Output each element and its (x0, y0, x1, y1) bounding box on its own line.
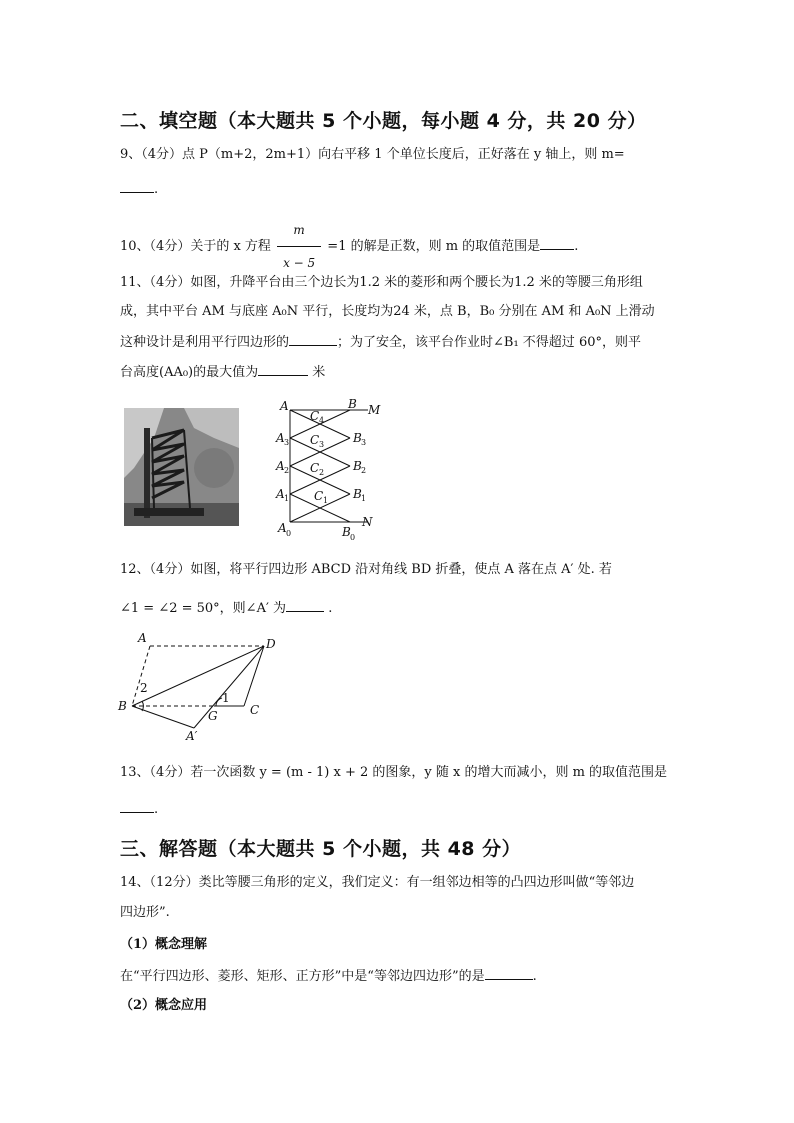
label-B0-sub: 0 (350, 533, 356, 542)
label-A0: A (278, 521, 287, 535)
fraction-numerator: m (277, 214, 321, 247)
label-angle-2: 2 (140, 681, 148, 695)
label-C2: C (310, 461, 320, 475)
answer-blank (120, 800, 154, 813)
lift-platform-photo (124, 408, 239, 526)
question-11-line-3 (120, 333, 641, 351)
question-11-line-4a: 台高度(AA₀)的最大值为 (120, 365, 259, 380)
label-B1-sub: 1 (361, 494, 367, 503)
question-14-part-1-question (120, 967, 537, 985)
label-A2-sub: 2 (284, 466, 290, 475)
question-14-line-1: 14、（12分）类比等腰三角形的定义，我们定义：有一组邻边相等的凸四边形叫做“等邻边 (120, 875, 635, 890)
label-C: C (250, 703, 260, 717)
question-14-part-2-heading: （2）概念应用 (120, 998, 208, 1013)
label-G: G (208, 709, 218, 723)
question-14-part-1-heading: （1）概念理解 (120, 937, 208, 952)
section-title-fill-in: 二、填空题（本大题共 5 个小题，每小题 4 分，共 20 分） (120, 110, 647, 132)
label-A-prime: A′ (186, 729, 198, 743)
question-11-line-2: 成，其中平台 AM 与底座 A₀N 平行，长度均为24 米，点 B，B₀ 分别在 AM 和 A₀N 上滑动 (120, 304, 655, 319)
parallelogram-fold-diagram (114, 628, 294, 744)
fold-diagram-lines (132, 646, 264, 728)
label-C1: C (314, 489, 324, 503)
label-B1: B (353, 487, 362, 501)
label-B: B (348, 398, 357, 411)
label-B: B (118, 699, 127, 713)
answer-blank (286, 599, 324, 612)
label-B3: B (353, 431, 362, 445)
question-11-line-4 (120, 363, 325, 381)
label-B2: B (353, 459, 362, 473)
lift-platform-photo-drawing (124, 408, 239, 526)
question-10-suffix: =1 的解是正数，则 m 的取值范围是 (327, 239, 541, 254)
question-12-line-1: 12、（4分）如图，将平行四边形 ABCD 沿对角线 BD 折叠，使点 A 落在点 A′ 处. 若 (120, 562, 612, 577)
question-10-prefix: 10、（4分）关于的 x 方程 (120, 239, 271, 254)
label-angle-1: 1 (222, 691, 230, 705)
label-A1-sub: 1 (284, 494, 290, 503)
period: . (532, 969, 537, 984)
question-11-line-3b: ；为了安全，该平台作业时∠B₁ 不得超过 60°，则平 (337, 335, 641, 350)
answer-blank (120, 180, 154, 193)
question-14-line-2: 四边形”. (120, 905, 170, 920)
label-A: A (280, 399, 289, 413)
fraction (277, 214, 321, 279)
label-C4-sub: 4 (319, 416, 325, 425)
label-A0-sub: 0 (286, 529, 292, 538)
label-N: N (362, 515, 373, 529)
answer-blank (485, 967, 533, 980)
question-11-line-3a: 这种设计是利用平行四边形的 (120, 335, 290, 350)
label-M: M (368, 403, 381, 417)
label-C3: C (310, 433, 320, 447)
label-B0: B (342, 525, 351, 539)
label-A1: A (276, 487, 285, 501)
label-B2-sub: 2 (361, 466, 367, 475)
fraction-denominator: x − 5 (283, 256, 316, 270)
question-12-line-2 (120, 599, 332, 617)
label-C4: C (310, 409, 320, 423)
answer-blank (540, 237, 574, 250)
question-9-answer-line (120, 180, 158, 198)
question-9-text: 9、（4分）点 P（m+2，2m+1）向右平移 1 个单位长度后，正好落在 y 轴上，则 m= (120, 147, 625, 162)
period: . (154, 802, 159, 817)
section-title-solutions: 三、解答题（本大题共 5 个小题，共 48 分） (120, 838, 522, 860)
label-A2: A (276, 459, 285, 473)
question-12-line-2a: ∠1 = ∠2 = 50°，则∠A′ 为 (120, 601, 287, 616)
answer-blank (289, 333, 337, 346)
label-C3-sub: 3 (319, 440, 325, 449)
question-14-part-1-text: 在“平行四边形、菱形、矩形、正方形”中是“等邻边四边形”的是 (120, 969, 485, 984)
label-A: A (138, 631, 147, 645)
label-D: D (266, 637, 276, 651)
label-C1-sub: 1 (323, 496, 329, 505)
label-B3-sub: 3 (361, 438, 367, 447)
label-C2-sub: 2 (319, 468, 325, 477)
period: . (154, 182, 159, 197)
question-11-line-1: 11、（4分）如图，升降平台由三个边长为1.2 米的菱形和两个腰长为1.2 米的等腰三角形组 (120, 275, 643, 290)
question-10-text (120, 214, 578, 279)
unit-meter: 米 (312, 365, 326, 380)
label-A3: A (276, 431, 285, 445)
period: . (574, 239, 579, 254)
label-A3-sub: 3 (284, 438, 290, 447)
question-13-text: 13、（4分）若一次函数 y = (m - 1) x + 2 的图象，y 随 x 的增大而减小，则 m 的取值范围是 (120, 765, 668, 780)
question-13-answer-line (120, 800, 158, 818)
lift-platform-diagram (270, 398, 390, 546)
answer-blank (258, 363, 308, 376)
period: . (328, 601, 333, 616)
